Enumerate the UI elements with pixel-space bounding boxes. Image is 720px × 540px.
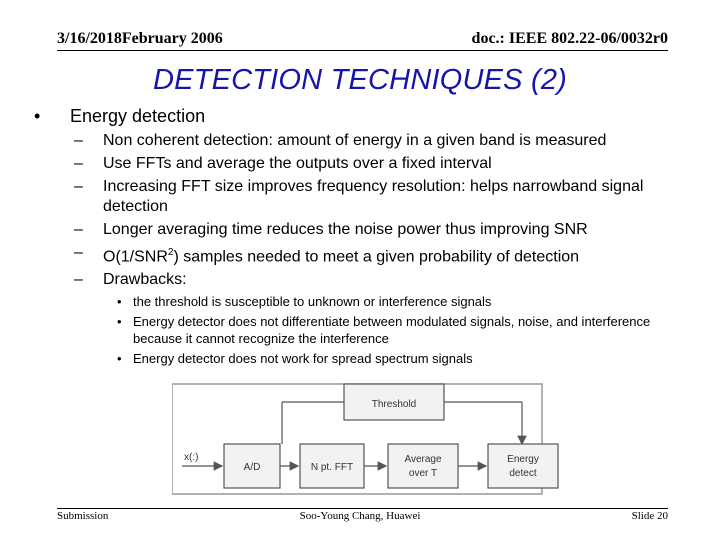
dash-marker: – [74,155,83,172]
footer-author: Soo-Young Chang, Huawei [299,510,421,522]
sub-bullet-item [74,177,674,217]
sub-bullet-text-start: O(1/SNR [103,248,168,266]
sub-bullet-item [74,270,674,290]
drawback-item [117,313,677,347]
input-label: x(:) [184,452,199,463]
energy-detector-block-diagram [172,380,572,498]
dash-marker: – [74,221,83,238]
drawbacks-list [117,293,677,370]
dash-marker: – [74,178,83,195]
dot-marker: • [117,294,122,309]
energy-detect-label-line1: Energy [507,454,539,465]
header-date: 3/16/2018February 2006 [57,30,223,47]
fft-label: N pt. FFT [310,462,354,473]
drawback-text: the threshold is susceptible to unknown or interference signals [133,294,492,309]
footer-slide-number: Slide 20 [631,510,668,522]
drawback-text: Energy detector does not work for spread spectrum signals [133,351,473,366]
footer-divider [57,508,668,509]
sub-bullet-item [74,131,674,151]
superscript-2: 2 [167,247,174,258]
sub-bullet-text: Longer averaging time reduces the noise power thus improving SNR [103,221,588,238]
footer-submission: Submission [57,510,109,522]
drawback-item [117,350,677,367]
bullet-text: Energy detection [70,106,206,126]
ad-label: A/D [243,462,261,473]
sub-bullet-item [74,154,674,174]
dot-marker: • [117,351,122,366]
energy-detect-label-line2: detect [509,468,537,479]
average-label-line2: over T [408,468,438,479]
sub-bullet-text: Use FFTs and average the outputs over a fixed interval [103,155,492,172]
bullet-marker: • [34,106,41,126]
sub-bullet-text: Drawbacks: [103,271,187,289]
dash-marker: – [74,244,83,261]
sub-bullet-text: Non coherent detection: amount of energy in a given band is measured [103,132,607,149]
dot-marker: • [117,314,122,329]
drawback-item [117,293,677,310]
slide-title: DETECTION TECHNIQUES (2) [152,64,568,96]
sub-bullet-item [74,220,674,240]
dash-marker: – [74,271,83,289]
average-label-line1: Average [404,454,442,465]
sub-bullet-text: Increasing FFT size improves frequency resolution: helps narrowband signal detection [103,178,644,215]
threshold-label: Threshold [371,399,417,410]
sub-bullet-item [74,243,674,267]
average-block [388,444,458,488]
header-doc-id: doc.: IEEE 802.22-06/0032r0 [471,30,668,47]
dash-marker: – [74,132,83,149]
drawback-text: Energy detector does not differentiate between modulated signals, noise, and interference because it cannot recognize the interference [133,314,651,346]
sub-bullet-list [74,131,674,293]
header-divider [57,50,668,51]
bullet-energy-detection [34,106,205,127]
energy-detect-block [488,444,558,488]
sub-bullet-text-end: ) samples needed to meet a given probability of detection [173,248,580,266]
